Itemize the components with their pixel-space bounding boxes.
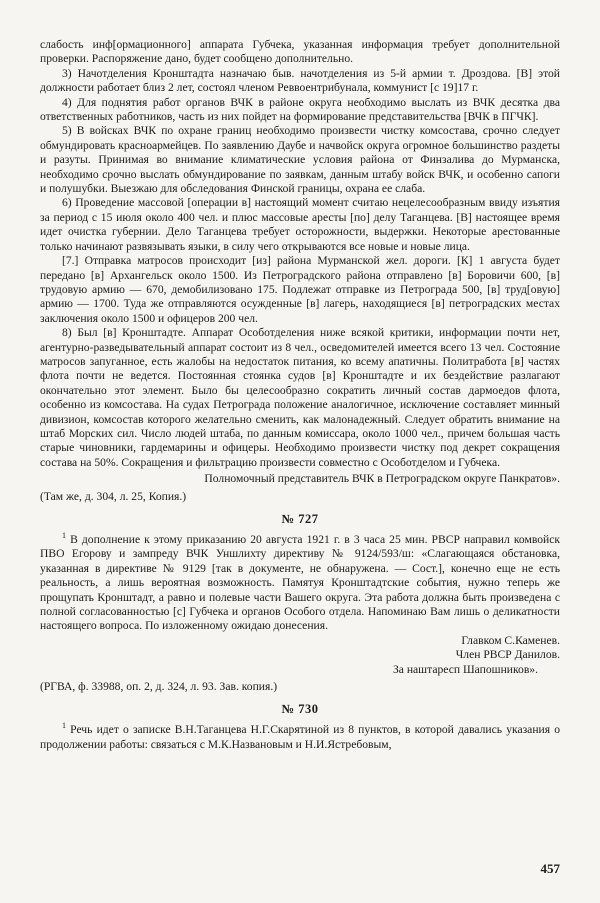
signature-line: Член РВСР Данилов. [455, 648, 560, 662]
signature-line: За наштаресп Шапошников». [392, 662, 538, 676]
footnote [40, 533, 560, 634]
archive-source: (Там же, д. 304, л. 25, Копия.) [40, 489, 187, 503]
body-paragraph: 4) Для поднятия работ органов ВЧК в районе округа необходимо выслать из ВЧК десятка два ответственных работников, часть из них пойдет на формирование представительства [ВЧК в ПГЧК]. [40, 95, 560, 124]
body-paragraph: 5) В войсках ВЧК по охране границ необходимо произвести чистку комсостава, срочно следует обмундировать красноармейцев. По заявлению Даубе и начвойск округа огромное большинство раздеты и разуты. Принимая во внимание климатические условия района от Финзалива до Мурманска, необходимо срочно выслать обмундирование по заявкам, данным штабу войск ВЧК, и особенно сапоги и полушубки. Выезжаю для обследования Финской границы, охрана ее слаба. [40, 124, 560, 196]
body-paragraph: 8) Был [в] Кронштадте. Аппарат Особотделения ниже всякой критики, информации почти нет, агентурно-разведывательный аппарат состоит из 8 чел., осведомителей имеется всего 13 чел. Состояние матросов запуганное, есть жалобы на недостаток питания, ко всему апатичны. Политработа [в] частях флота почти не ведется. Постоянная стоянка судов [в] Кронштадте и их бездействие разлагают окончательно этот элемент. Было бы целесообразно сократить личный состав дармоедов флота, особенно из комсостава. На судах Петрограда положение аналогичное, исключение составляет минный дивизион, комсостав которого желательно сменить, как малонадежный. Следует обратить внимание на штаб Морских сил. Число людей штаба, по данным комиссара, около 1000 чел., причем большая часть старые чиновники, гардемарины и офицеры. Необходимо произвести чистку под декрет сокращения состава на 50%. Сокращения и фильтрацию произвести совместно с Особотделом и Губчека. [40, 326, 560, 469]
footnote-marker: 1 [62, 531, 66, 541]
footnote-marker: 1 [62, 721, 66, 731]
document-number-heading: № 730 [281, 702, 319, 717]
archive-source: (РГВА, ф. 33988, оп. 2, д. 324, л. 93. Зав. копия.) [40, 680, 278, 694]
body-paragraph: слабость инф[ормационного] аппарата Губчека, указанная информация требует дополнительной проверки. Распоряжение дано, будет сообщено дополнительно. [40, 38, 560, 66]
footnote-text: Речь идет о записке В.Н.Таганцева Н.Г.Скарятиной из 8 пунктов, в которой давались указания о продолжении работы: связаться с М.К.Названовым и Н.И.Ястребовым, [40, 723, 561, 751]
footnote-text: В дополнение к этому приказанию 20 августа 1921 г. в 3 часа 25 мин. РВСР направил комвойск ПВО Егорову и зампреду ВЧК Уншлихту директиву № 9124/593/ш: «Слагающаяся обстановка, указанная в директиве № 9129 [так в документе, не обнаружена. — Сост.], конечно еще не есть реальность, а лишь вероятная возможность. Памятуя Кронштадтские события, нужно теперь же прощупать Кронштадт, а равно и полевые части Вашего округа. Эта работа должна быть произведена с полной согласованностью [с] Губчека и органов Особого отдела. Напоминаю Вам лишь о деликатности настоящего вопроса. По изложенному ожидаю донесения. [40, 533, 560, 633]
signature-block: Полномочный представитель ВЧК в Петроградском округе Панкратов». [204, 472, 560, 486]
signature-line: Главком С.Каменев. [461, 633, 560, 647]
footnote [40, 723, 560, 752]
body-paragraph: 3) Начотделения Кронштадта назначаю быв. начотделения из 5-й армии т. Дроздова. [В] этой должности работает близ 2 лет, состоял членом Реввоентрибунала, коммунист [с 19]17 г. [40, 66, 560, 95]
document-number-heading: № 727 [281, 512, 319, 526]
page-number: 457 [540, 861, 560, 876]
body-paragraph: [7.] Отправка матросов происходит [из] района Мурманской жел. дороги. [К] 1 августа будет передано [в] Архангельск около 1500. Из Петроградского района отправлено [в] Боровичи 600, [в] трудовую армию — 670, демобилизовано 175. Подлежат отправке из Петрограда 500, [в] труд[овую] армию — 1700. Туда же отправляются осужденные [в] лагерь, находящиеся [в] петроградских местах заключения около 1500 и офицеров 200 чел. [40, 254, 560, 325]
body-paragraph: 6) Проведение массовой [операции в] настоящий момент считаю нецелесообразным ввиду изъятия за период с 15 июля около 400 чел. и плюс массовые аресты [по] делу Таганцева. [В] настоящее время идет очистка губернии. Дело Таганцева требует осторожности, выдержки. Некоторые арестованные только начинают развязывать языки, в силу чего открываются все новые и новые лица. [40, 196, 560, 253]
